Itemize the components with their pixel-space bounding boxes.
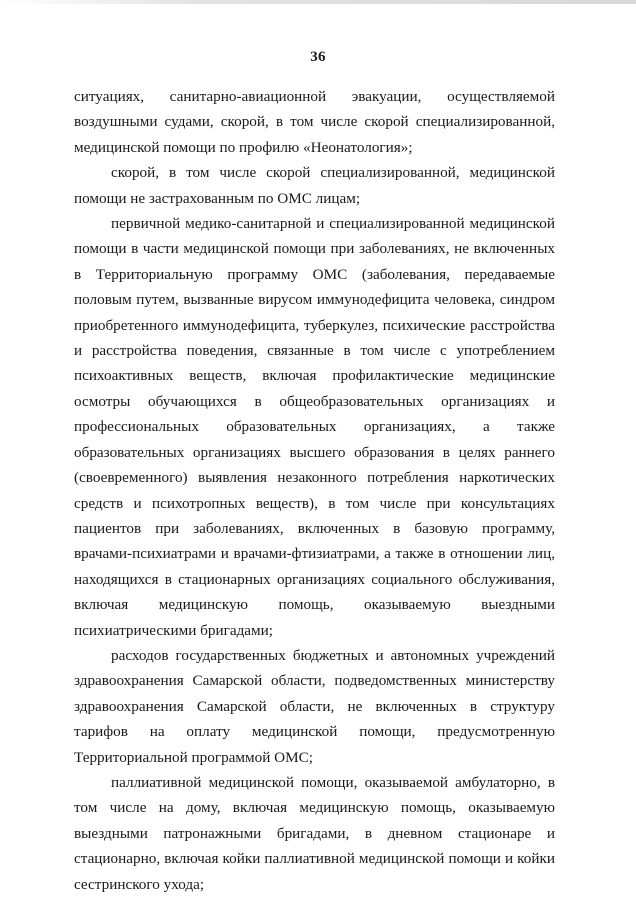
paragraph-uninsured-emergency-care: скорой, в том числе скорой специализированной, медицинской помощи не застрахованным по ОМС лицам;: [74, 164, 555, 207]
paragraph-primary-specialized-care: первичной медико-санитарной и специализированной медицинской помощи в части медицинской помощи при заболеваниях, не включенных в Территориальную программу ОМС (заболевания, передаваемые половым путем, вызванные вирусом иммунодефицита человека, синдром приобретенного иммунодефицита, туберкулез, психические расстройства и расстройства поведения, связанные в том числе с употреблением психоактивных веществ, включая профилактические медицинские осмотры обучающихся в общеобразовательных организациях и профессиональных образовательных организациях, а также образовательных организациях высшего образования в целях раннего (своевременного) выявления незаконного потребления наркотических средств и психотропных веществ), в том числе при консультациях пациентов при заболеваниях, включенных в базовую программу, врачами-психиатрами и врачами-фтизиатрами, а также в отношении лиц, находящихся в стационарных организациях социального обслуживания, включая медицинскую помощь, оказываемую выездными психиатрическими бригадами;: [74, 215, 555, 639]
paragraph-palliative-care: паллиативной медицинской помощи, оказываемой амбулаторно, в том числе на дому, включая медицинскую помощь, оказываемую выездными патронажными бригадами, в дневном стационаре и стационарно, включая койки паллиативной медицинской помощи и койки сестринского ухода;: [74, 773, 555, 893]
document-body: [74, 84, 555, 897]
page-number: 36: [310, 49, 326, 65]
scan-top-edge: [0, 0, 636, 4]
paragraph-institution-expenses: расходов государственных бюджетных и автономных учреждений здравоохранения Самарской области, подведомственных министерству здравоохранения Самарской области, не включенных в структуру тарифов на оплату медицинской помощи, предусмотренную Территориальной программой ОМС;: [74, 646, 555, 766]
paragraph-continuation: ситуациях, санитарно-авиационной эвакуации, осуществляемой воздушными судами, скорой, в том числе скорой специализированной, медицинской помощи по профилю «Неонатология»;: [74, 88, 555, 156]
